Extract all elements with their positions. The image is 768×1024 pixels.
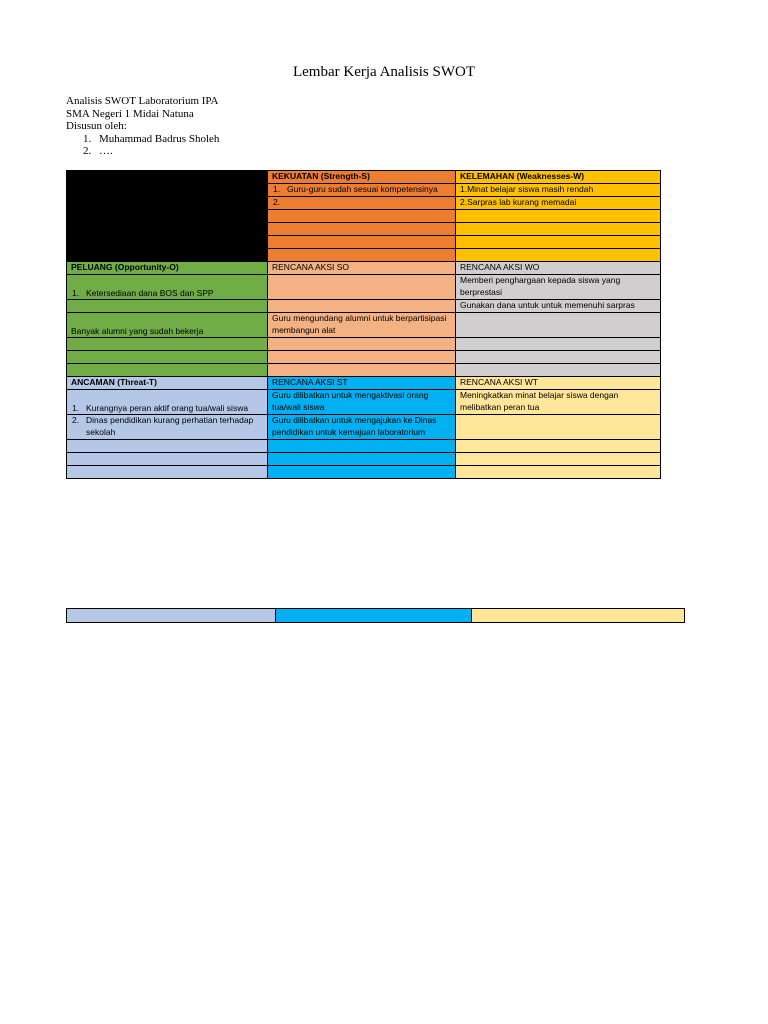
- corner-cell: [67, 171, 268, 236]
- wo-header: RENCANA AKSI WO: [456, 262, 661, 275]
- opportunity-item-number: 1.: [72, 287, 80, 298]
- so-empty-cell: [268, 364, 456, 377]
- so-empty-cell: [268, 338, 456, 351]
- wt-empty-cell: [456, 415, 661, 440]
- intro-school: SMA Negeri 1 Midai Natuna: [66, 107, 194, 120]
- so-item: Guru mengundang alumni untuk berpartisipasi membangun alat: [268, 313, 456, 338]
- threat-empty-cell: [67, 466, 268, 479]
- intro-block: [66, 95, 219, 158]
- corner-cell-bottom: [67, 236, 268, 249]
- author-name: ….: [99, 145, 113, 157]
- opportunity-empty-cell: [67, 364, 268, 377]
- page-title: Lembar Kerja Analisis SWOT: [292, 64, 476, 80]
- wt-empty-cell: [472, 609, 685, 623]
- threat-item-number: 2.: [72, 415, 80, 425]
- weakness-item: 1.Minat belajar siswa masih rendah: [456, 184, 661, 197]
- wt-empty-cell: [456, 440, 661, 453]
- strength-item: [268, 197, 456, 210]
- st-empty-cell: [268, 440, 456, 453]
- st-item: Guru dilibatkan untuk mengaktivasi orang tua/wali siswa: [268, 390, 456, 415]
- strength-empty-cell: [268, 223, 456, 236]
- author-item: [66, 133, 219, 146]
- strength-empty-cell: [268, 236, 456, 249]
- strength-item-text: Guru-guru sudah sesuai kompetensinya: [287, 184, 438, 194]
- opportunity-empty-cell: [67, 338, 268, 351]
- wt-header: RENCANA AKSI WT: [456, 377, 661, 390]
- strength-empty-cell: [268, 210, 456, 223]
- continuation-row-table: [66, 608, 685, 623]
- threat-item: [67, 415, 268, 440]
- author-number: 1.: [83, 132, 92, 145]
- so-header: RENCANA AKSI SO: [268, 262, 456, 275]
- threat-empty-cell: [67, 453, 268, 466]
- st-empty-cell: [268, 466, 456, 479]
- st-empty-cell: [268, 453, 456, 466]
- opportunity-item-text: Ketersediaan dana BOS dan SPP: [86, 287, 214, 298]
- weakness-empty-cell: [456, 249, 661, 262]
- intro-compiled-by: Disusun oleh:: [66, 120, 127, 132]
- author-name: Muhammad Badrus Sholeh: [99, 132, 220, 145]
- weakness-header: KELEMAHAN (Weaknesses-W): [456, 171, 661, 184]
- weakness-empty-cell: [456, 223, 661, 236]
- opportunity-item: [67, 275, 268, 300]
- opportunity-empty-cell: [67, 300, 268, 313]
- wo-empty-cell: [456, 351, 661, 364]
- opportunity-item-text: Banyak alumni yang sudah bekerja: [71, 325, 204, 336]
- opportunity-header: PELUANG (Opportunity-O): [67, 262, 268, 275]
- swot-table: [66, 170, 661, 479]
- wt-empty-cell: [456, 453, 661, 466]
- strength-item-number: 1.: [273, 184, 281, 194]
- strength-item: [268, 184, 456, 197]
- strength-empty-cell: [268, 249, 456, 262]
- weakness-empty-cell: [456, 236, 661, 249]
- wo-item: Gunakan dana untuk untuk memenuhi sarpras: [456, 300, 661, 313]
- so-empty-cell: [268, 351, 456, 364]
- threat-empty-cell: [67, 609, 276, 623]
- threat-item: [67, 390, 268, 415]
- so-empty-cell: [268, 300, 456, 313]
- wo-item: Memberi penghargaan kepada siswa yang berprestasi: [456, 275, 661, 300]
- opportunity-empty-cell: [67, 351, 268, 364]
- intro-subject: Analisis SWOT Laboratorium IPA: [66, 95, 219, 107]
- so-empty-cell: [268, 275, 456, 300]
- author-item: [66, 145, 219, 158]
- threat-item-text: Dinas pendidikan kurang perhatian terhadap sekolah: [86, 415, 254, 437]
- weakness-item: 2.Sarpras lab kurang memadai: [456, 197, 661, 210]
- st-item: Guru dilibatkan untuk mengajukan ke Dinas pendidikan untuk kemajuan laboratorium: [268, 415, 456, 440]
- threat-item-text: Kurangnya peran aktif orang tua/wali siswa: [86, 402, 249, 413]
- threat-item-number: 1.: [72, 402, 80, 413]
- threat-empty-cell: [67, 440, 268, 453]
- wt-item: Meningkatkan minat belajar siswa dengan melibatkan peran tua: [456, 390, 661, 415]
- wo-empty-cell: [456, 364, 661, 377]
- strength-header: KEKUATAN (Strength-S): [268, 171, 456, 184]
- wt-empty-cell: [456, 466, 661, 479]
- strength-item-number: 2.: [273, 197, 281, 207]
- st-header: RENCANA AKSI ST: [268, 377, 456, 390]
- weakness-empty-cell: [456, 210, 661, 223]
- opportunity-item: [67, 313, 268, 338]
- threat-header: ANCAMAN (Threat-T): [67, 377, 268, 390]
- wo-empty-cell: [456, 313, 661, 338]
- wo-empty-cell: [456, 338, 661, 351]
- st-empty-cell: [276, 609, 472, 623]
- author-number: 2.: [83, 145, 92, 157]
- author-list: [66, 133, 219, 158]
- corner-cell-bottom: [67, 249, 268, 262]
